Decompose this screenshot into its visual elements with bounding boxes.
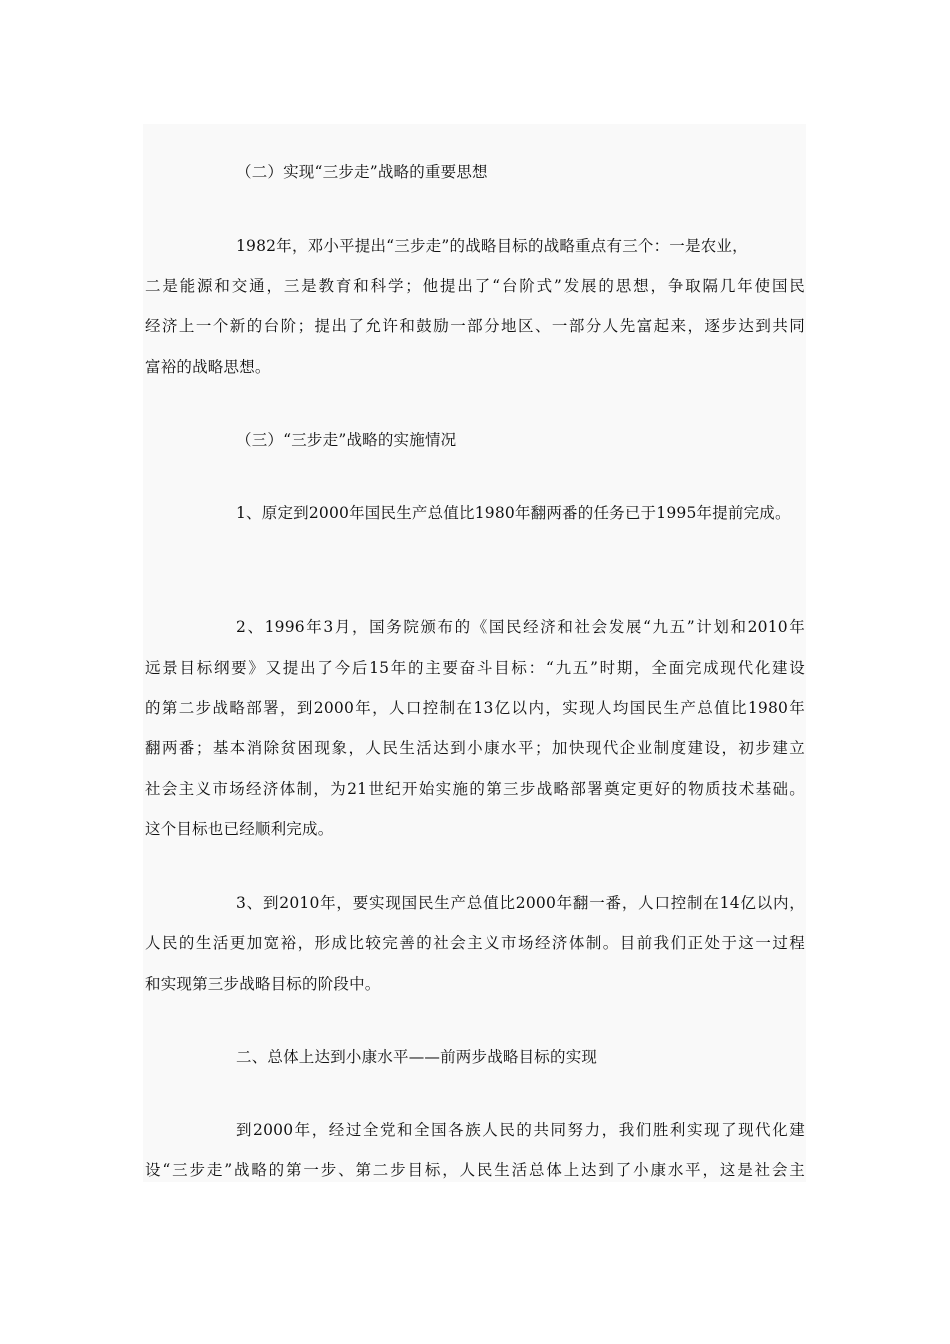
paragraph-line: 的第二步战略部署，到2000年，人口控制在13亿以内，实现人均国民生产总值比1980年 [145,699,805,717]
paragraph-line: 远景目标纲要》又提出了今后15年的主要奋斗目标：“九五”时期，全面完成现代化建设 [145,659,805,677]
paragraph-line: 翻两番；基本消除贫困现象，人民生活达到小康水平；加快现代企业制度建设，初步建立 [145,739,805,757]
list-item-1: 1、原定到2000年国民生产总值比1980年翻两番的任务已于1995年提前完成。 [236,504,791,522]
paragraph-line: 这个目标也已经顺利完成。 [145,820,334,838]
paragraph-line: 社会主义市场经济体制，为21世纪开始实施的第三步战略部署奠定更好的物质技术基础。 [145,780,805,798]
paragraph-line: 富裕的战略思想。 [145,358,271,376]
paragraph-line: 经济上一个新的台阶；提出了允许和鼓励一部分地区、一部分人先富起来，逐步达到共同 [145,317,805,335]
paragraph-line: 和实现第三步战略目标的阶段中。 [145,975,381,993]
paragraph-line: 3、到2010年，要实现国民生产总值比2000年翻一番，人口控制在14亿以内， [236,894,805,912]
section-heading-part-2: 二、总体上达到小康水平——前两步战略目标的实现 [236,1048,598,1066]
section-heading-3: （三）“三步走”战略的实施情况 [236,431,457,449]
paragraph-line: 二是能源和交通，三是教育和科学；他提出了“台阶式”发展的思想，争取隔几年使国民 [145,277,805,295]
section-heading-2: （二）实现“三步走”战略的重要思想 [236,163,488,181]
paragraph-line: 设“三步走”战略的第一步、第二步目标，人民生活总体上达到了小康水平，这是社会主 [145,1161,805,1179]
paragraph-line: 人民的生活更加宽裕，形成比较完善的社会主义市场经济体制。目前我们正处于这一过程 [145,934,805,952]
paragraph-line: 1982年，邓小平提出“三步走”的战略目标的战略重点有三个：一是农业， [236,237,748,255]
paragraph-line: 到2000年，经过全党和全国各族人民的共同努力，我们胜利实现了现代化建 [236,1121,805,1139]
paragraph-line: 2、1996年3月，国务院颁布的《国民经济和社会发展“九五”计划和2010年 [236,618,805,636]
